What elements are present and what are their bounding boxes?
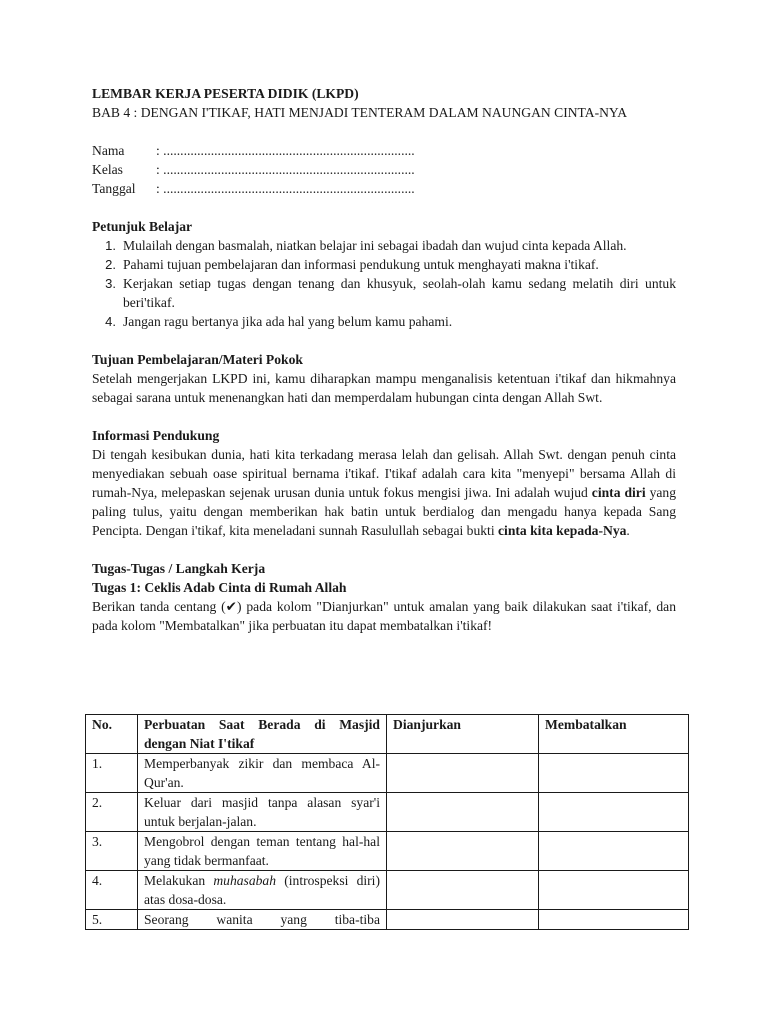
header-no: No. — [86, 715, 138, 754]
row-action — [138, 832, 387, 871]
table-row — [86, 832, 689, 871]
table-row — [86, 754, 689, 793]
check-cell-invalidates[interactable] — [539, 754, 689, 793]
row-action-text: Keluar dari masjid tanpa alasan syar'i untuk berjalan-jalan. — [144, 795, 380, 829]
check-cell-invalidates[interactable] — [539, 793, 689, 832]
info-text — [92, 445, 676, 540]
check-cell-invalidates[interactable] — [539, 832, 689, 871]
row-action-text: Seorang wanita yang tiba-tiba — [144, 912, 380, 927]
list-item — [92, 274, 676, 312]
objectives-text: Setelah mengerjakan LKPD ini, kamu diharapkan mampu menganalisis ketentuan i'tikaf dan hikmahnya sebagai sarana untuk menenangkan hati dan memperdalam hubungan cinta dengan Allah Swt. — [92, 371, 676, 405]
instructions-list — [92, 236, 676, 331]
list-text: Jangan ragu bertanya jika ada hal yang belum kamu pahami. — [123, 314, 453, 329]
identity-fill-line: : .......................................................................... — [156, 181, 415, 196]
info-emphasis: cinta diri — [591, 485, 646, 500]
checklist-table — [85, 714, 689, 930]
identity-row-class — [92, 160, 676, 179]
header-recommended: Dianjurkan — [387, 715, 539, 754]
identity-fill-line: : .......................................................................... — [156, 143, 415, 158]
list-text: Kerjakan setiap tugas dengan tenang dan khusyuk, seolah-olah kamu sedang melatih diri untuk beri'tikaf. — [123, 276, 676, 310]
identity-fill-line: : .......................................................................... — [156, 162, 415, 177]
list-text: Pahami tujuan pembelajaran dan informasi pendukung untuk menghayati makna i'tikaf. — [123, 257, 599, 272]
info-text-part: . — [626, 523, 630, 538]
check-cell-recommended[interactable] — [387, 793, 539, 832]
row-action-text: Melakukan — [144, 873, 214, 888]
info-heading: Informasi Pendukung — [92, 428, 220, 443]
table-header-row — [86, 715, 689, 754]
row-number: 4. — [86, 871, 138, 910]
check-cell-invalidates[interactable] — [539, 871, 689, 910]
row-action-text: Mengobrol dengan teman tentang hal-hal yang tidak bermanfaat. — [144, 834, 380, 868]
row-action — [138, 793, 387, 832]
row-action — [138, 754, 387, 793]
table-row — [86, 793, 689, 832]
row-number: 3. — [86, 832, 138, 871]
row-action-text: (introspeksi diri) atas dosa-dosa. — [144, 873, 380, 907]
check-cell-recommended[interactable] — [387, 871, 539, 910]
instructions-heading: Petunjuk Belajar — [92, 219, 193, 234]
list-number: 3. — [105, 276, 116, 291]
identity-row-name — [92, 141, 676, 160]
info-text-part: Di tengah kesibukan dunia, hati kita terkadang merasa lelah dan gelisah. Allah Swt. dengan penuh cinta menyediakan sebuah oase spiritual bernama i'tikaf. I'tikaf adalah cara kita "menyepi" bersama Allah di rumah-Nya, melepaskan sejenak urusan dunia untuk fokus mengisi jiwa. Ini adalah wujud — [92, 447, 676, 500]
header-action: Perbuatan Saat Berada di Masjid dengan Niat I'tikaf — [138, 715, 387, 754]
row-action — [138, 910, 387, 930]
list-number: 4. — [105, 314, 116, 329]
header-invalidates: Membatalkan — [539, 715, 689, 754]
tasks-heading: Tugas-Tugas / Langkah Kerja — [92, 561, 266, 576]
row-number: 2. — [86, 793, 138, 832]
identity-label: Nama — [92, 143, 125, 158]
list-text: Mulailah dengan basmalah, niatkan belajar ini sebagai ibadah dan wujud cinta kepada Allah. — [123, 238, 627, 253]
row-number: 1. — [86, 754, 138, 793]
check-cell-recommended[interactable] — [387, 910, 539, 930]
list-number: 2. — [105, 257, 116, 272]
check-cell-invalidates[interactable] — [539, 910, 689, 930]
task1-instruction: Berikan tanda centang (✔) pada kolom "Dianjurkan" untuk amalan yang baik dilakukan saat i'tikaf, dan pada kolom "Membatalkan" jika perbuatan itu dapat membatalkan i'tikaf! — [92, 599, 676, 633]
list-item — [92, 236, 676, 255]
list-item — [92, 255, 676, 274]
chapter-title: BAB 4 : DENGAN I'TIKAF, HATI MENJADI TENTERAM DALAM NAUNGAN CINTA-NYA — [92, 105, 628, 120]
check-cell-recommended[interactable] — [387, 754, 539, 793]
identity-section — [92, 141, 676, 198]
row-action — [138, 871, 387, 910]
identity-row-date — [92, 179, 676, 198]
task1-title: Tugas 1: Ceklis Adab Cinta di Rumah Allah — [92, 580, 347, 595]
info-emphasis: cinta kita kepada-Nya — [498, 523, 627, 538]
document-title: LEMBAR KERJA PESERTA DIDIK (LKPD) — [92, 86, 359, 101]
identity-label: Kelas — [92, 162, 123, 177]
row-action-text: Memperbanyak zikir dan membaca Al-Qur'an. — [144, 756, 380, 790]
check-cell-recommended[interactable] — [387, 832, 539, 871]
worksheet-page — [92, 84, 676, 635]
list-item — [92, 312, 676, 331]
info-text-part: yang paling tulus, yaitu dengan memberikan hak batin untuk berdialog dan mengadu hanya kepada Sang Pencipta. Dengan i'tikaf, kita meneladani sunnah Rasulullah sebagai bukti — [92, 485, 676, 538]
row-action-term: muhasabah — [213, 873, 277, 888]
row-number: 5. — [86, 910, 138, 930]
table-row — [86, 910, 689, 930]
objectives-heading: Tujuan Pembelajaran/Materi Pokok — [92, 352, 303, 367]
list-number: 1. — [105, 238, 116, 253]
identity-label: Tanggal — [92, 181, 136, 196]
table-row — [86, 871, 689, 910]
